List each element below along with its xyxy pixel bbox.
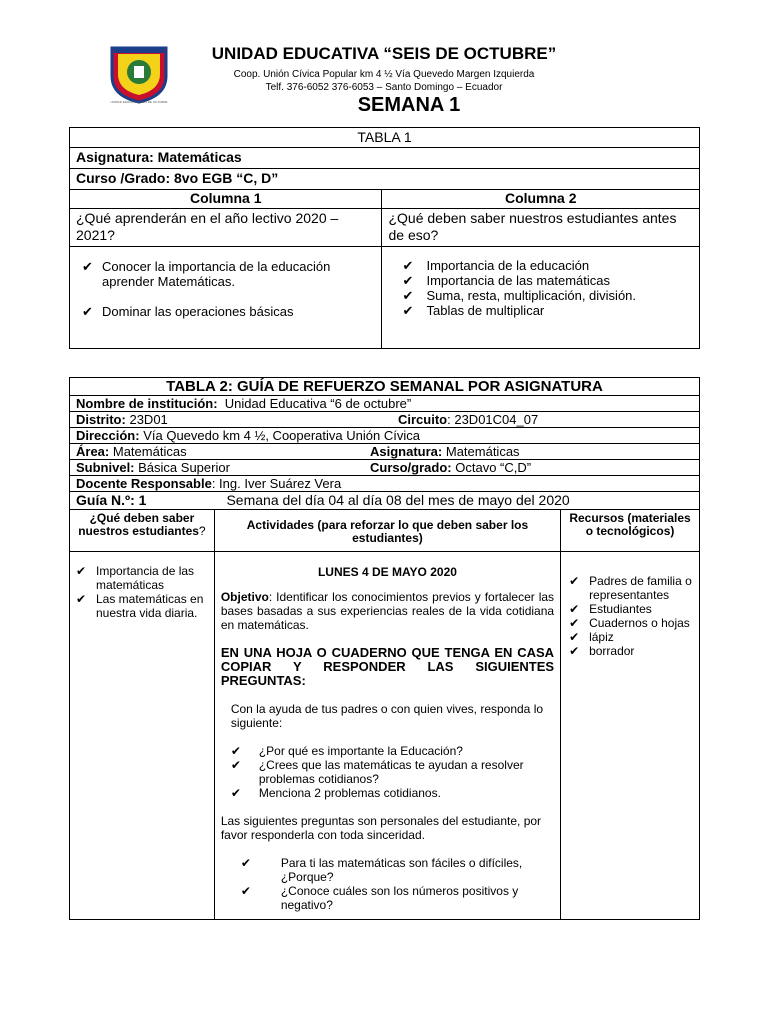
check-icon: ✔ <box>402 288 414 303</box>
table1-title: TABLA 1 <box>70 128 700 148</box>
check-icon: ✔ <box>569 574 580 588</box>
week-title: SEMANA 1 <box>357 94 461 116</box>
check-icon: ✔ <box>230 744 241 758</box>
phone-line: Telf. 376-6052 376-6053 – Santo Domingo – Ecuador <box>265 82 503 93</box>
list-item: ✔ Las matemáticas en nuestra vida diaria. <box>76 592 204 620</box>
list-item: ✔ Importancia de las matemáticas <box>76 564 195 592</box>
table-1 <box>69 127 700 349</box>
circuit-cell: Circuito: 23D01C04_07 <box>364 412 700 428</box>
instruction: EN UNA HOJA O CUADERNO QUE TENGA EN CASA COPIAR Y RESPONDER LAS SIGUIENTES PREGUNTAS: <box>220 645 555 688</box>
check-icon: ✔ <box>569 630 580 644</box>
area-cell: Área: Matemáticas <box>70 444 365 460</box>
check-icon: ✔ <box>569 616 580 630</box>
check-icon: ✔ <box>402 303 414 318</box>
school-address <box>0 68 768 94</box>
list-item: ✔ Cuadernos o hojas <box>569 616 690 630</box>
list-item: ✔ borrador <box>569 644 635 658</box>
week-range: Semana del día 04 al día 08 del mes de mayo del 2020 <box>226 492 570 508</box>
check-icon: ✔ <box>76 564 87 578</box>
list-item: ✔ ¿Conoce cuáles son los números positivos y negativo? <box>240 884 519 912</box>
table1-col2-header: Columna 2 <box>382 190 700 209</box>
objective: Objetivo: Identificar los conocimientos previos y fortalecer las bases basadas a sus experiencias reales de la vida cotidiana en matemáticas. <box>220 590 555 632</box>
list-item: ✔ ¿Crees que las matemáticas te ayudan a resolver problemas cotidianos? <box>230 758 524 786</box>
logo-caption: UNIDAD EDUCATIVA SEIS DE OCTUBRE <box>110 100 168 104</box>
check-icon: ✔ <box>82 259 93 274</box>
table1-course: Curso /Grado: 8vo EGB “C, D” <box>70 169 700 190</box>
table2-col3-header: Recursos (materiales o tecnológicos) <box>561 510 700 552</box>
list-item: ✔ Suma, resta, multiplicación, división. <box>402 288 637 303</box>
table1-col1-header: Columna 1 <box>70 190 382 209</box>
district-cell: Distrito: 23D01 <box>70 412 365 428</box>
list-item: ✔ lápiz <box>569 630 614 644</box>
list-item: ✔ ¿Por qué es importante la Educación? <box>230 744 463 758</box>
intro: Con la ayuda de tus padres o con quien vives, responda lo siguiente: <box>230 702 544 730</box>
list-item: ✔ Conocer la importancia de la educación aprender Matemáticas. <box>82 259 331 289</box>
list-item: ✔ Estudiantes <box>569 602 652 616</box>
subject-cell: Asignatura: Matemáticas <box>364 444 700 460</box>
address-row: Dirección: Vía Quevedo km 4 ½, Cooperativa Unión Cívica <box>70 428 700 444</box>
institution-row: Nombre de institución: Unidad Educativa “6 de octubre” <box>70 396 700 412</box>
check-icon: ✔ <box>82 304 93 319</box>
check-icon: ✔ <box>240 884 251 898</box>
sublevel-cell: Subnivel: Básica Superior <box>70 460 365 476</box>
questions-list-2 <box>221 856 554 912</box>
list-item: ✔ Dominar las operaciones básicas <box>82 304 294 319</box>
check-icon: ✔ <box>76 592 87 606</box>
table1-col2-question: ¿Qué deben saber nuestros estudiantes antes de eso? <box>382 209 700 247</box>
guide-row <box>70 492 700 510</box>
list-item: ✔ Padres de familia o representantes <box>569 574 692 602</box>
table1-col1-list <box>76 259 375 319</box>
guide-number: Guía N.º: 1 <box>76 492 147 508</box>
table1-subject: Asignatura: Matemáticas <box>70 148 700 169</box>
check-icon: ✔ <box>402 258 414 273</box>
table2-col1-list <box>70 564 208 620</box>
teacher-row: Docente Responsable: Ing. Iver Suárez Vera <box>70 476 700 492</box>
list-item: ✔ Menciona 2 problemas cotidianos. <box>230 786 441 800</box>
check-icon: ✔ <box>569 644 580 658</box>
table2-col1-header: ¿Qué deben saber nuestros estudiantes? <box>70 510 215 552</box>
check-icon: ✔ <box>402 273 414 288</box>
address-line: Coop. Unión Cívica Popular km 4 ½ Vía Quevedo Margen Izquierda <box>233 69 535 80</box>
check-icon: ✔ <box>240 856 251 870</box>
list-item: ✔ Importancia de las matemáticas <box>402 273 611 288</box>
check-icon: ✔ <box>230 786 241 800</box>
course-cell: Curso/grado: Octavo “C,D” <box>364 460 700 476</box>
personal-note: Las siguientes preguntas son personales del estudiante, por favor responderla con toda sinceridad. <box>220 814 542 842</box>
list-item: ✔ Tablas de multiplicar <box>402 303 545 318</box>
resources-list <box>563 574 693 658</box>
activities-cell <box>214 552 560 920</box>
table2-col2-header: Actividades (para reforzar lo que deben saber los estudiantes) <box>214 510 560 552</box>
school-name: UNIDAD EDUCATIVA “SEIS DE OCTUBRE” <box>211 44 557 63</box>
day-title: LUNES 4 DE MAYO 2020 <box>317 565 457 579</box>
table1-col2-list <box>388 258 693 318</box>
table-2 <box>69 377 700 920</box>
check-icon: ✔ <box>230 758 241 772</box>
table2-title: TABLA 2: GUÍA DE REFUERZO SEMANAL POR ASIGNATURA <box>70 378 700 396</box>
table1-col1-question: ¿Qué aprenderán en el año lectivo 2020 – 2021? <box>70 209 382 247</box>
check-icon: ✔ <box>569 602 580 616</box>
list-item: ✔ Para ti las matemáticas son fáciles o difíciles, ¿Porque? <box>240 856 523 884</box>
questions-list-1 <box>221 744 554 800</box>
list-item: ✔ Importancia de la educación <box>402 258 590 273</box>
